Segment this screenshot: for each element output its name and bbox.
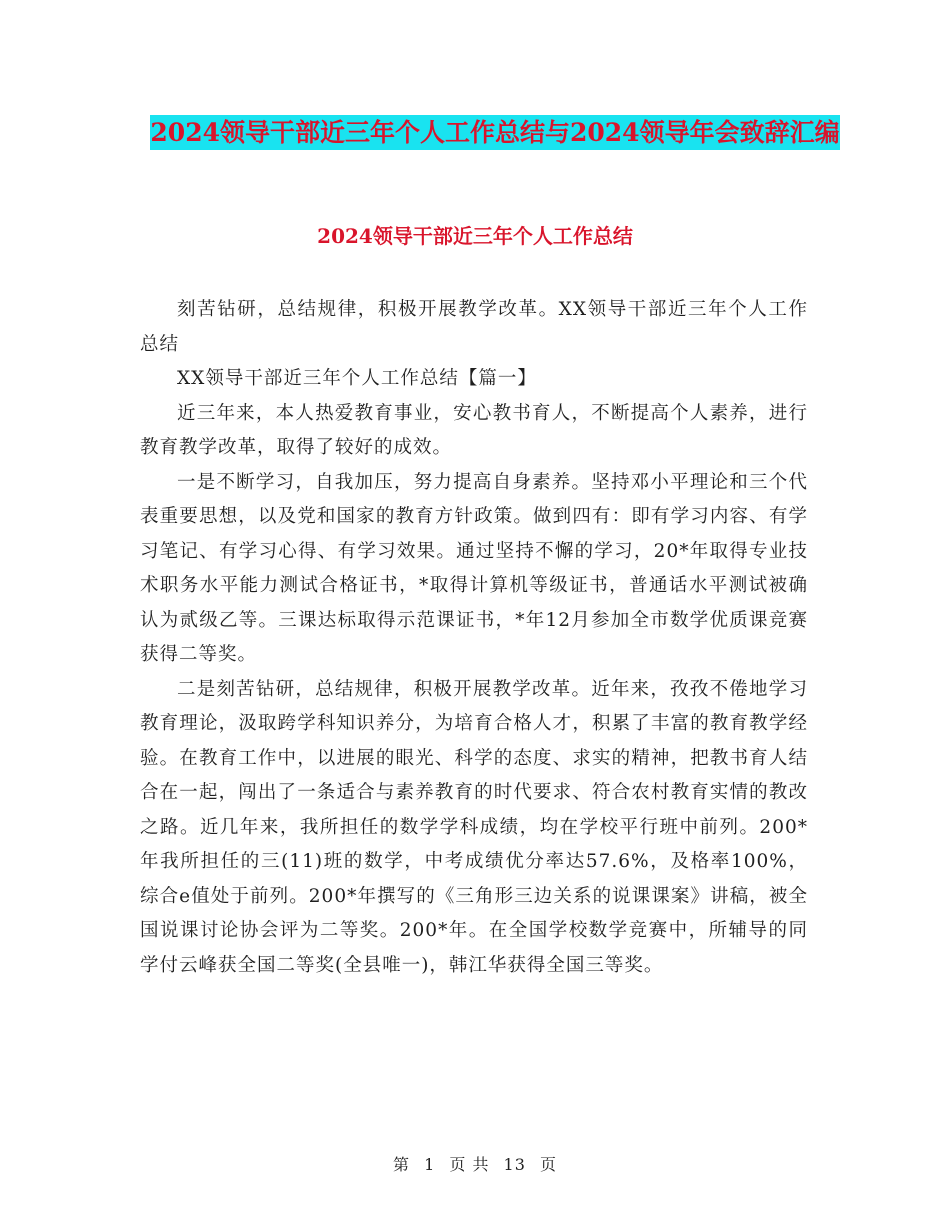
document-title: [140, 110, 850, 156]
footer-middle: 页 共: [449, 1155, 490, 1174]
document-body: [140, 293, 808, 983]
footer-page-number: 1: [424, 1155, 436, 1174]
section-title: 2024领导干部近三年个人工作总结: [317, 224, 633, 248]
page-footer: [0, 1152, 950, 1175]
document-title-text: 2024领导干部近三年个人工作总结与2024领导年会致辞汇编: [150, 115, 839, 150]
footer-prefix: 第: [392, 1155, 410, 1174]
paragraph: 二是刻苦钻研，总结规律，积极开展教学改革。近年来，孜孜不倦地学习教育理论，汲取跨学科知识养分，为培育合格人才，积累了丰富的教育教学经验。在教育工作中，以进展的眼光、科学的态度、求实的精神，把教书育人结合在一起，闯出了一条适合与素养教育的时代要求、符合农村教育实情的教改之路。近几年来，我所担任的数学学科成绩，均在学校平行班中前列。200*年我所担任的三(11)班的数学，中考成绩优分率达57.6%，及格率100%，综合e值处于前列。200*年撰写的《三角形三边关系的说课课案》讲稿，被全国说课讨论协会评为二等奖。200*年。在全国学校数学竞赛中，所辅导的同学付云峰获全国二等奖(全县唯一)，韩江华获得全国三等奖。: [140, 678, 808, 976]
paragraph: 刻苦钻研，总结规律，积极开展教学改革。XX领导干部近三年个人工作总结: [140, 299, 808, 355]
paragraph: XX领导干部近三年个人工作总结【篇一】: [177, 368, 537, 389]
footer-suffix: 页: [540, 1155, 558, 1174]
paragraph: 近三年来，本人热爱教育事业，安心教书育人，不断提高个人素养，进行教育教学改革，取得了较好的成效。: [140, 402, 808, 458]
paragraph: 一是不断学习，自我加压，努力提高自身素养。坚持邓小平理论和三个代表重要思想，以及党和国家的教育方针政策。做到四有：即有学习内容、有学习笔记、有学习心得、有学习效果。通过坚持不懈的学习，20*年取得专业技术职务水平能力测试合格证书，*取得计算机等级证书，普通话水平测试被确认为贰级乙等。三课达标取得示范课证书，*年12月参加全市数学优质课竞赛获得二等奖。: [140, 471, 808, 665]
footer-total-pages: 13: [503, 1155, 526, 1174]
